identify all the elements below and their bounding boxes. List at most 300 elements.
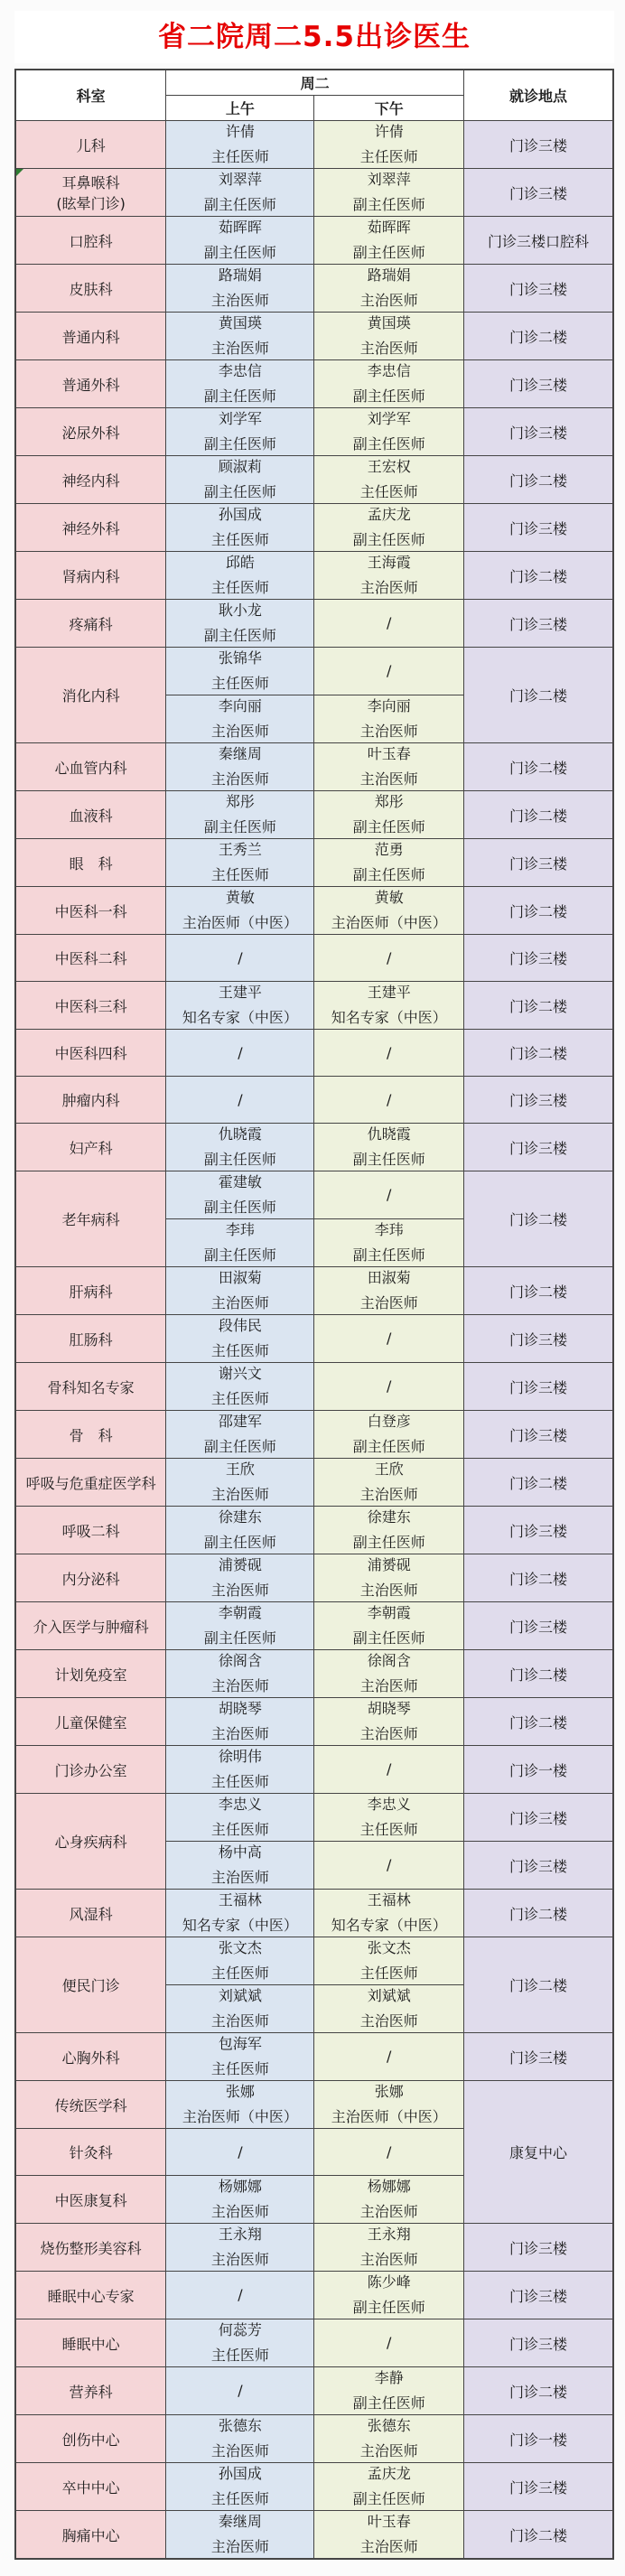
doctor-rank: 副主任医师 bbox=[352, 1534, 425, 1551]
table-row bbox=[15, 839, 613, 887]
location-cell: 门诊三楼 bbox=[463, 935, 613, 982]
department-cell: 呼吸二科 bbox=[15, 1507, 166, 1554]
table-row bbox=[15, 791, 613, 839]
morning-doctor-cell bbox=[166, 935, 314, 982]
header-afternoon: 下午 bbox=[314, 96, 464, 121]
afternoon-doctor-cell bbox=[314, 2367, 464, 2415]
afternoon-doctor-cell bbox=[314, 360, 464, 408]
location-cell: 门诊三楼 bbox=[463, 1794, 613, 1842]
morning-doctor-cell bbox=[166, 839, 314, 887]
doctor-name: 徐阁含 bbox=[367, 1652, 411, 1669]
doctor-name: 包海军 bbox=[218, 2035, 262, 2052]
doctor-schedule-table bbox=[14, 69, 614, 2560]
doctor-rank: 主治医师 bbox=[359, 340, 418, 357]
doctor-name: 顾淑莉 bbox=[218, 458, 262, 475]
table-row bbox=[15, 935, 613, 982]
doctor-name: 张锦华 bbox=[218, 649, 262, 667]
afternoon-doctor-cell bbox=[314, 552, 464, 600]
location-cell: 门诊二楼 bbox=[463, 552, 613, 600]
doctor-name: 李向丽 bbox=[218, 697, 262, 714]
schedule-body bbox=[15, 121, 613, 2560]
doctor-rank: 主治医师 bbox=[359, 2442, 418, 2459]
table-row bbox=[15, 265, 613, 313]
table-row bbox=[15, 1315, 613, 1363]
department-cell: 血液科 bbox=[15, 791, 166, 839]
afternoon-doctor-cell bbox=[314, 1171, 464, 1219]
afternoon-doctor-cell bbox=[314, 743, 464, 791]
doctor-rank: 副主任医师 bbox=[203, 1151, 276, 1168]
table-row bbox=[15, 1411, 613, 1459]
afternoon-doctor-cell bbox=[314, 1315, 464, 1363]
department-cell: 骨 科 bbox=[15, 1411, 166, 1459]
doctor-rank: 知名专家（中医） bbox=[182, 1009, 298, 1026]
doctor-rank: 主治医师 bbox=[210, 1725, 269, 1742]
table-row bbox=[15, 1650, 613, 1698]
department-cell: 肾病内科 bbox=[15, 552, 166, 600]
doctor-name: 陈少峰 bbox=[367, 2273, 411, 2291]
doctor-name: 王建平 bbox=[367, 984, 411, 1001]
afternoon-doctor-cell bbox=[314, 2033, 464, 2081]
morning-doctor-cell bbox=[166, 2081, 314, 2129]
afternoon-doctor-cell bbox=[314, 935, 464, 982]
no-doctor-slash: / bbox=[387, 1760, 392, 1778]
afternoon-doctor-cell bbox=[314, 265, 464, 313]
doctor-name: 秦继周 bbox=[218, 745, 262, 762]
location-cell: 门诊二楼 bbox=[463, 1554, 613, 1602]
afternoon-doctor-cell bbox=[314, 600, 464, 648]
morning-doctor-cell bbox=[166, 2319, 314, 2367]
doctor-name: 茹晖晖 bbox=[367, 219, 411, 236]
location-cell: 门诊二楼 bbox=[463, 791, 613, 839]
location-cell: 门诊三楼 bbox=[463, 2224, 613, 2272]
morning-doctor-cell bbox=[166, 121, 314, 169]
doctor-name: 黄国瑛 bbox=[218, 314, 262, 331]
doctor-name: 郑彤 bbox=[374, 793, 404, 810]
afternoon-doctor-cell bbox=[314, 1650, 464, 1698]
doctor-name: 李朝霞 bbox=[367, 1604, 411, 1621]
doctor-name: 耿小龙 bbox=[218, 602, 262, 619]
location-cell: 门诊二楼 bbox=[463, 887, 613, 935]
no-doctor-slash: / bbox=[387, 2142, 392, 2161]
doctor-name: 张德东 bbox=[218, 2417, 262, 2434]
no-doctor-slash: / bbox=[238, 1090, 243, 1108]
header-location: 就诊地点 bbox=[463, 70, 613, 121]
morning-doctor-cell bbox=[166, 1746, 314, 1794]
doctor-rank: 主治医师 bbox=[359, 1677, 418, 1694]
department-cell: 针灸科 bbox=[15, 2129, 166, 2176]
afternoon-doctor-cell bbox=[314, 1077, 464, 1124]
department-cell: 心身疾病科 bbox=[15, 1794, 166, 1890]
doctor-rank: 主治医师 bbox=[210, 1582, 269, 1599]
morning-doctor-cell bbox=[166, 2415, 314, 2463]
department-cell: 普通内科 bbox=[15, 313, 166, 360]
doctor-rank: 知名专家（中医） bbox=[331, 1009, 447, 1026]
morning-doctor-cell bbox=[166, 2033, 314, 2081]
doctor-rank: 副主任医师 bbox=[352, 2394, 425, 2412]
no-doctor-slash: / bbox=[238, 2286, 243, 2303]
table-row bbox=[15, 743, 613, 791]
doctor-name: 黄敏 bbox=[225, 889, 255, 906]
doctor-rank: 主治医师 bbox=[359, 1725, 418, 1742]
afternoon-doctor-cell bbox=[314, 2511, 464, 2560]
morning-doctor-cell bbox=[166, 2176, 314, 2224]
table-row bbox=[15, 408, 613, 456]
doctor-rank: 主任医师 bbox=[210, 1390, 269, 1407]
afternoon-doctor-cell bbox=[314, 648, 464, 695]
afternoon-doctor-cell bbox=[314, 982, 464, 1030]
doctor-rank: 主任医师 bbox=[210, 2060, 269, 2077]
doctor-rank: 主治医师（中医） bbox=[331, 914, 447, 931]
location-cell: 门诊三楼 bbox=[463, 265, 613, 313]
morning-doctor-cell bbox=[166, 1937, 314, 1985]
location-cell: 门诊二楼 bbox=[463, 1267, 613, 1315]
table-row bbox=[15, 2224, 613, 2272]
department-cell: 营养科 bbox=[15, 2367, 166, 2415]
header-day: 周二 bbox=[166, 70, 464, 96]
table-row bbox=[15, 1124, 613, 1171]
doctor-rank: 知名专家（中医） bbox=[331, 1917, 447, 1934]
doctor-name: 邱皓 bbox=[225, 554, 255, 571]
afternoon-doctor-cell bbox=[314, 2272, 464, 2319]
morning-doctor-cell bbox=[166, 1315, 314, 1363]
page-title: 省二院周二5.5出诊医生 bbox=[14, 11, 614, 63]
morning-doctor-cell bbox=[166, 600, 314, 648]
location-cell: 门诊三楼 bbox=[463, 504, 613, 552]
department-cell: 神经内科 bbox=[15, 456, 166, 504]
morning-doctor-cell bbox=[166, 1030, 314, 1077]
doctor-rank: 主治医师 bbox=[359, 2251, 418, 2268]
doctor-rank: 副主任医师 bbox=[352, 435, 425, 453]
doctor-name: 何蕊芳 bbox=[218, 2321, 262, 2338]
afternoon-doctor-cell bbox=[314, 2129, 464, 2176]
doctor-rank: 主任医师 bbox=[359, 483, 418, 500]
location-cell: 门诊二楼 bbox=[463, 2367, 613, 2415]
doctor-rank: 副主任医师 bbox=[352, 2299, 425, 2316]
doctor-name: 王建平 bbox=[218, 984, 262, 1001]
doctor-name: 李静 bbox=[374, 2369, 404, 2386]
department-cell: 心血管内科 bbox=[15, 743, 166, 791]
department-cell: 呼吸与危重症医学科 bbox=[15, 1459, 166, 1507]
doctor-name: 许倩 bbox=[374, 123, 404, 140]
doctor-name: 路瑞娟 bbox=[367, 266, 411, 284]
doctor-rank: 副主任医师 bbox=[352, 1438, 425, 1455]
no-doctor-slash: / bbox=[387, 1043, 392, 1061]
department-cell: 中医康复科 bbox=[15, 2176, 166, 2224]
afternoon-doctor-cell bbox=[314, 1507, 464, 1554]
table-row bbox=[15, 2463, 613, 2511]
doctor-name: 杨娜娜 bbox=[367, 2178, 411, 2195]
doctor-rank: 副主任医师 bbox=[352, 1629, 425, 1647]
doctor-rank: 主治医师 bbox=[210, 2203, 269, 2220]
doctor-rank: 主治医师 bbox=[210, 1677, 269, 1694]
morning-doctor-cell bbox=[166, 1507, 314, 1554]
afternoon-doctor-cell bbox=[314, 2224, 464, 2272]
doctor-name: 张文杰 bbox=[367, 1939, 411, 1956]
doctor-rank: 副主任医师 bbox=[203, 196, 276, 213]
doctor-name: 王永翔 bbox=[218, 2226, 262, 2243]
doctor-name: 杨中高 bbox=[218, 1843, 262, 1861]
doctor-rank: 主治医师 bbox=[210, 1486, 269, 1503]
morning-doctor-cell bbox=[166, 743, 314, 791]
no-doctor-slash: / bbox=[387, 1377, 392, 1395]
department-cell: 肝病科 bbox=[15, 1267, 166, 1315]
doctor-name: 范勇 bbox=[374, 841, 404, 858]
afternoon-doctor-cell bbox=[314, 1890, 464, 1937]
department-cell: 骨科知名专家 bbox=[15, 1363, 166, 1411]
table-row bbox=[15, 2081, 613, 2129]
doctor-name: 白登彦 bbox=[367, 1413, 411, 1430]
table-row bbox=[15, 1459, 613, 1507]
location-cell: 门诊二楼 bbox=[463, 1650, 613, 1698]
department-cell: 风湿科 bbox=[15, 1890, 166, 1937]
department-cell: 妇产科 bbox=[15, 1124, 166, 1171]
table-row bbox=[15, 1554, 613, 1602]
doctor-name: 刘斌斌 bbox=[367, 1987, 411, 2004]
department-cell: 泌尿外科 bbox=[15, 408, 166, 456]
doctor-rank: 主治医师 bbox=[359, 292, 418, 309]
department-cell: 传统医学科 bbox=[15, 2081, 166, 2129]
morning-doctor-cell bbox=[166, 1411, 314, 1459]
table-row bbox=[15, 121, 613, 169]
morning-doctor-cell bbox=[166, 648, 314, 695]
doctor-rank: 副主任医师 bbox=[352, 866, 425, 883]
doctor-rank: 主治医师 bbox=[359, 579, 418, 596]
morning-doctor-cell bbox=[166, 1650, 314, 1698]
header-row-1 bbox=[15, 70, 613, 96]
doctor-name: 黄敏 bbox=[374, 889, 404, 906]
location-cell: 门诊三楼 bbox=[463, 2033, 613, 2081]
doctor-rank: 副主任医师 bbox=[352, 818, 425, 835]
doctor-rank: 主治医师 bbox=[210, 292, 269, 309]
department-cell: 肛肠科 bbox=[15, 1315, 166, 1363]
morning-doctor-cell bbox=[166, 360, 314, 408]
doctor-rank: 副主任医师 bbox=[203, 483, 276, 500]
doctor-name: 仇晓霞 bbox=[218, 1125, 262, 1143]
doctor-name: 路瑞娟 bbox=[218, 266, 262, 284]
no-doctor-slash: / bbox=[387, 1186, 392, 1203]
no-doctor-slash: / bbox=[387, 614, 392, 631]
doctor-rank: 副主任医师 bbox=[203, 1246, 276, 1264]
table-row bbox=[15, 2319, 613, 2367]
table-row bbox=[15, 1937, 613, 1985]
doctor-name: 刘斌斌 bbox=[218, 1987, 262, 2004]
doctor-name: 王欣 bbox=[225, 1461, 255, 1478]
location-cell: 门诊二楼 bbox=[463, 1171, 613, 1267]
department-cell: 神经外科 bbox=[15, 504, 166, 552]
table-row bbox=[15, 1602, 613, 1650]
doctor-name: 孟庆龙 bbox=[367, 506, 411, 523]
table-row bbox=[15, 504, 613, 552]
table-row bbox=[15, 1890, 613, 1937]
morning-doctor-cell bbox=[166, 2367, 314, 2415]
morning-doctor-cell bbox=[166, 1171, 314, 1219]
location-cell: 门诊二楼 bbox=[463, 1937, 613, 2033]
cell-corner-marker bbox=[16, 169, 23, 176]
doctor-rank: 主治医师 bbox=[359, 1294, 418, 1311]
doctor-rank: 主治医师 bbox=[359, 2538, 418, 2555]
table-row bbox=[15, 887, 613, 935]
morning-doctor-cell bbox=[166, 1602, 314, 1650]
table-row bbox=[15, 360, 613, 408]
location-cell: 门诊三楼 bbox=[463, 1363, 613, 1411]
department-cell: 介入医学与肿瘤科 bbox=[15, 1602, 166, 1650]
afternoon-doctor-cell bbox=[314, 839, 464, 887]
department-cell: 内分泌科 bbox=[15, 1554, 166, 1602]
table-row bbox=[15, 2033, 613, 2081]
table-row bbox=[15, 1363, 613, 1411]
doctor-rank: 主任医师 bbox=[210, 1342, 269, 1359]
doctor-rank: 副主任医师 bbox=[203, 244, 276, 261]
doctor-name: 李忠信 bbox=[367, 362, 411, 379]
location-cell: 门诊二楼 bbox=[463, 982, 613, 1030]
table-row bbox=[15, 217, 613, 265]
department-cell: 老年病科 bbox=[15, 1171, 166, 1267]
doctor-name: 李忠义 bbox=[367, 1796, 411, 1813]
doctor-name: 许倩 bbox=[225, 123, 255, 140]
afternoon-doctor-cell bbox=[314, 1937, 464, 1985]
location-cell: 门诊三楼 bbox=[463, 1077, 613, 1124]
department-cell: 中医科三科 bbox=[15, 982, 166, 1030]
location-cell: 门诊二楼 bbox=[463, 1890, 613, 1937]
department-cell: 普通外科 bbox=[15, 360, 166, 408]
doctor-rank: 主任医师 bbox=[210, 148, 269, 165]
doctor-rank: 主治医师（中医） bbox=[331, 2108, 447, 2125]
afternoon-doctor-cell bbox=[314, 1267, 464, 1315]
doctor-rank: 副主任医师 bbox=[352, 244, 425, 261]
location-cell: 门诊三楼 bbox=[463, 1124, 613, 1171]
no-doctor-slash: / bbox=[387, 662, 392, 679]
table-row bbox=[15, 1030, 613, 1077]
location-cell: 康复中心 bbox=[463, 2081, 613, 2224]
doctor-rank: 主任医师 bbox=[359, 1821, 418, 1838]
doctor-rank: 主治医师 bbox=[210, 2012, 269, 2030]
afternoon-doctor-cell bbox=[314, 1363, 464, 1411]
afternoon-doctor-cell bbox=[314, 1411, 464, 1459]
table-row bbox=[15, 1267, 613, 1315]
doctor-name: 郑彤 bbox=[225, 793, 255, 810]
department-cell: 中医科四科 bbox=[15, 1030, 166, 1077]
doctor-rank: 副主任医师 bbox=[203, 435, 276, 453]
morning-doctor-cell bbox=[166, 1890, 314, 1937]
table-row bbox=[15, 2272, 613, 2319]
doctor-name: 李玮 bbox=[225, 1221, 255, 1238]
doctor-name: 王海霞 bbox=[367, 554, 411, 571]
doctor-name: 霍建敏 bbox=[218, 1173, 262, 1190]
doctor-name: 李朝霞 bbox=[218, 1604, 262, 1621]
afternoon-doctor-cell bbox=[314, 1219, 464, 1267]
doctor-rank: 主治医师 bbox=[210, 340, 269, 357]
no-doctor-slash: / bbox=[387, 2334, 392, 2351]
doctor-rank: 主治医师 bbox=[210, 2442, 269, 2459]
doctor-name: 徐建东 bbox=[367, 1508, 411, 1526]
location-cell: 门诊三楼 bbox=[463, 600, 613, 648]
doctor-name: 徐阁含 bbox=[218, 1652, 262, 1669]
doctor-name: 王欣 bbox=[374, 1461, 404, 1478]
doctor-name: 黄国瑛 bbox=[367, 314, 411, 331]
morning-doctor-cell bbox=[166, 169, 314, 217]
location-cell: 门诊三楼 bbox=[463, 121, 613, 169]
doctor-name: 徐建东 bbox=[218, 1508, 262, 1526]
doctor-name: 张娜 bbox=[374, 2083, 404, 2100]
afternoon-doctor-cell bbox=[314, 887, 464, 935]
location-cell: 门诊三楼 bbox=[463, 839, 613, 887]
doctor-rank: 副主任医师 bbox=[203, 387, 276, 405]
table-row bbox=[15, 313, 613, 360]
doctor-rank: 主治医师 bbox=[359, 1486, 418, 1503]
afternoon-doctor-cell bbox=[314, 2415, 464, 2463]
morning-doctor-cell bbox=[166, 504, 314, 552]
morning-doctor-cell bbox=[166, 1267, 314, 1315]
department-cell: 中医科二科 bbox=[15, 935, 166, 982]
doctor-name: 张娜 bbox=[225, 2083, 255, 2100]
table-row bbox=[15, 169, 613, 217]
department-cell: 肿瘤内科 bbox=[15, 1077, 166, 1124]
doctor-name: 张德东 bbox=[367, 2417, 411, 2434]
doctor-rank: 主治医师 bbox=[359, 723, 418, 740]
department-cell: 睡眠中心 bbox=[15, 2319, 166, 2367]
morning-doctor-cell bbox=[166, 408, 314, 456]
afternoon-doctor-cell bbox=[314, 456, 464, 504]
location-cell: 门诊三楼 bbox=[463, 1411, 613, 1459]
afternoon-doctor-cell bbox=[314, 1124, 464, 1171]
no-doctor-slash: / bbox=[238, 948, 243, 966]
doctor-name: 孙国成 bbox=[218, 506, 262, 523]
morning-doctor-cell bbox=[166, 1219, 314, 1267]
doctor-name: 叶玉春 bbox=[367, 745, 411, 762]
morning-doctor-cell bbox=[166, 313, 314, 360]
doctor-name: 胡晓琴 bbox=[218, 1700, 262, 1717]
morning-doctor-cell bbox=[166, 2272, 314, 2319]
location-cell: 门诊三楼 bbox=[463, 408, 613, 456]
doctor-name: 王秀兰 bbox=[218, 841, 262, 858]
doctor-rank: 主任医师 bbox=[210, 866, 269, 883]
doctor-rank: 主任医师 bbox=[210, 1965, 269, 1982]
morning-doctor-cell bbox=[166, 217, 314, 265]
afternoon-doctor-cell bbox=[314, 2463, 464, 2511]
afternoon-doctor-cell bbox=[314, 408, 464, 456]
doctor-rank: 主任医师 bbox=[210, 675, 269, 692]
location-cell: 门诊二楼 bbox=[463, 456, 613, 504]
morning-doctor-cell bbox=[166, 887, 314, 935]
location-cell: 门诊三楼 bbox=[463, 2463, 613, 2511]
location-cell: 门诊一楼 bbox=[463, 1746, 613, 1794]
no-doctor-slash: / bbox=[387, 2048, 392, 2065]
doctor-rank: 主治医师 bbox=[210, 1869, 269, 1886]
location-cell: 门诊二楼 bbox=[463, 1698, 613, 1746]
table-row bbox=[15, 2415, 613, 2463]
doctor-rank: 副主任医师 bbox=[203, 818, 276, 835]
doctor-name: 王福林 bbox=[218, 1891, 262, 1909]
doctor-rank: 副主任医师 bbox=[352, 2490, 425, 2507]
afternoon-doctor-cell bbox=[314, 313, 464, 360]
doctor-rank: 主任医师 bbox=[359, 148, 418, 165]
morning-doctor-cell bbox=[166, 1124, 314, 1171]
department-cell: 耳鼻喉科 (眩晕门诊) bbox=[15, 169, 166, 217]
doctor-name: 田淑菊 bbox=[218, 1269, 262, 1286]
afternoon-doctor-cell bbox=[314, 1459, 464, 1507]
morning-doctor-cell bbox=[166, 2129, 314, 2176]
doctor-name: 胡晓琴 bbox=[367, 1700, 411, 1717]
doctor-name: 徐明伟 bbox=[218, 1748, 262, 1765]
location-cell: 门诊二楼 bbox=[463, 1459, 613, 1507]
doctor-rank: 主治医师 bbox=[210, 2538, 269, 2555]
no-doctor-slash: / bbox=[387, 1856, 392, 1873]
doctor-name: 叶玉春 bbox=[367, 2513, 411, 2530]
doctor-rank: 主治医师 bbox=[359, 2012, 418, 2030]
doctor-rank: 主治医师 bbox=[359, 2203, 418, 2220]
doctor-rank: 副主任医师 bbox=[352, 196, 425, 213]
doctor-rank: 副主任医师 bbox=[203, 1199, 276, 1216]
